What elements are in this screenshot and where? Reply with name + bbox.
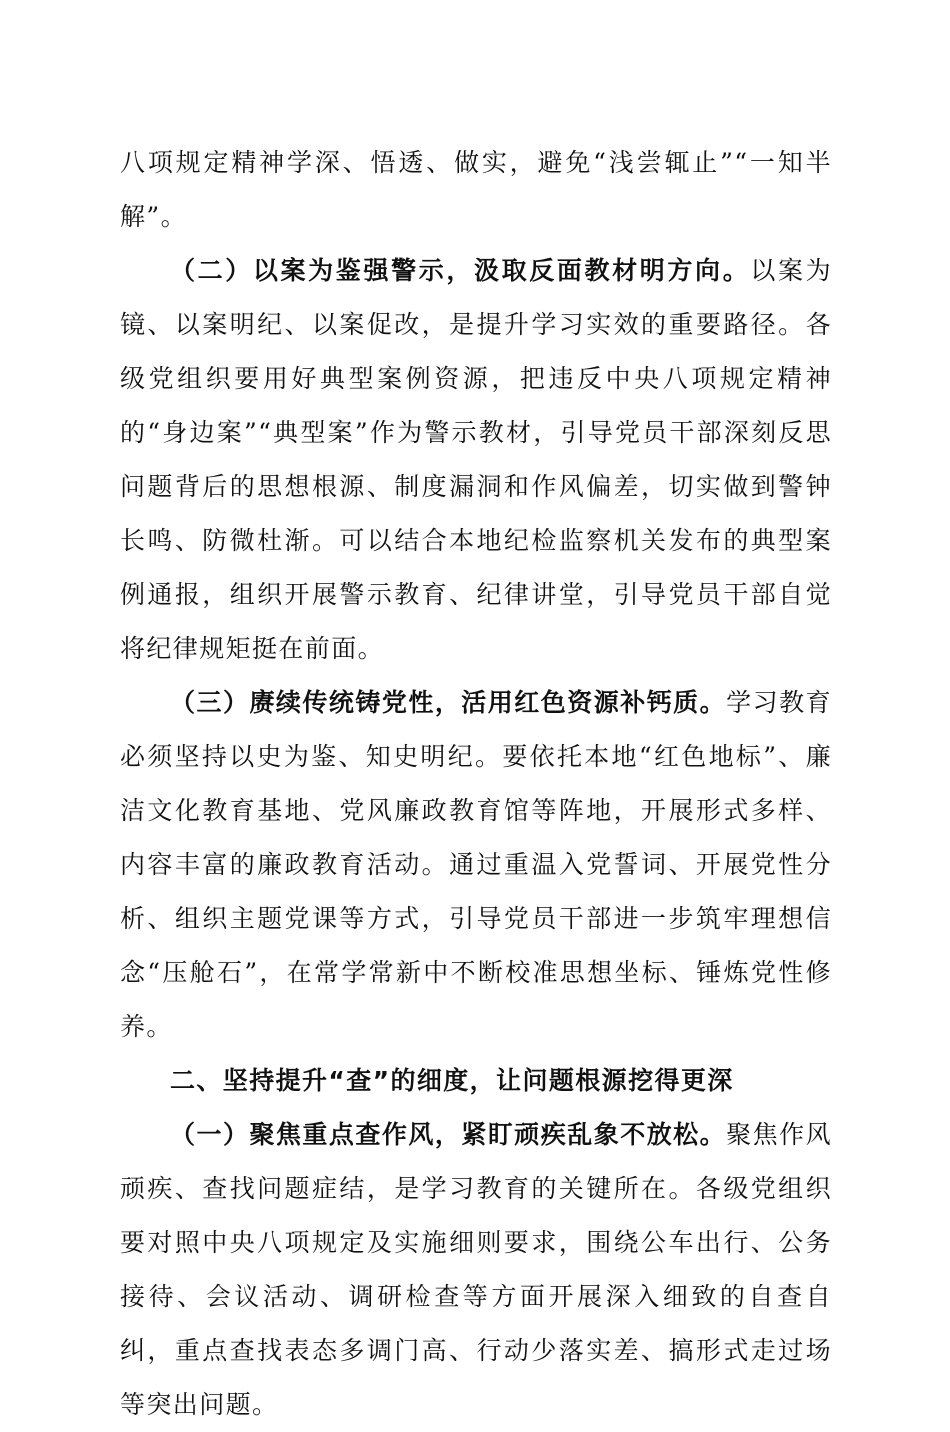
paragraph-case-warning — [120, 244, 832, 676]
paragraph-body: 聚焦作风顽疾、查找问题症结，是学习教育的关键所在。各级党组织要对照中央八项规定及实施细则要求，围绕公车出行、公务接待、会议活动、调研检查等方面开展深入细致的自查自纠，重点查找表态多调门高、行动少落实差、搞形式走过场等突出问题。 — [120, 1120, 832, 1419]
paragraph-lead: （一）聚焦重点查作风，紧盯顽疾乱象不放松。 — [170, 1120, 727, 1149]
document-body — [120, 136, 832, 1432]
paragraph-red-tradition — [120, 676, 832, 1054]
paragraph-lead: （二）以案为鉴强警示，汲取反面教材明方向。 — [170, 256, 751, 285]
paragraph-focus-style — [120, 1108, 832, 1432]
paragraph-text: 八项规定精神学深、悟透、做实，避免“浅尝辄止”“一知半解”。 — [120, 148, 832, 231]
section-heading: 二、坚持提升“查”的细度，让问题根源挖得更深 — [170, 1066, 734, 1095]
paragraph-lead: （三）赓续传统铸党性，活用红色资源补钙质。 — [170, 688, 727, 717]
paragraph-body: 学习教育必须坚持以史为鉴、知史明纪。要依托本地“红色地标”、廉洁文化教育基地、党风廉政教育馆等阵地，开展形式多样、内容丰富的廉政教育活动。通过重温入党誓词、开展党性分析、组织主题党课等方式，引导党员干部进一步筑牢理想信念“压舱石”，在常学常新中不断校准思想坐标、锤炼党性修养。 — [120, 688, 832, 1041]
paragraph-continuation — [120, 136, 832, 244]
paragraph-body: 以案为镜、以案明纪、以案促改，是提升学习实效的重要路径。各级党组织要用好典型案例资源，把违反中央八项规定精神的“身边案”“典型案”作为警示教材，引导党员干部深刻反思问题背后的思想根源、制度漏洞和作风偏差，切实做到警钟长鸣、防微杜渐。可以结合本地纪检监察机关发布的典型案例通报，组织开展警示教育、纪律讲堂，引导党员干部自觉将纪律规矩挺在前面。 — [120, 256, 832, 663]
